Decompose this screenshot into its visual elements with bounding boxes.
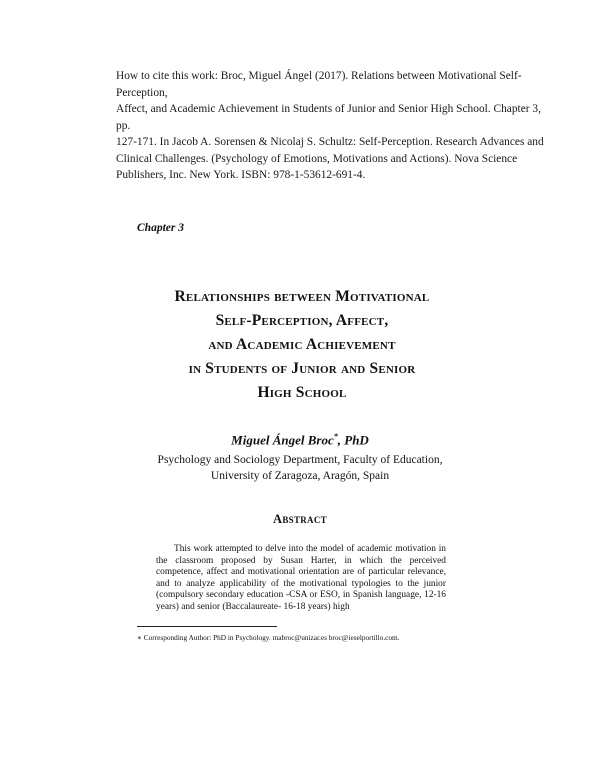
citation-line: 127-171. In Jacob A. Sorensen & Nicolaj S. Schultz: Self-Perception. Research Advances and bbox=[116, 136, 544, 148]
affiliation bbox=[0, 452, 600, 484]
citation-line: Clinical Challenges. (Psychology of Emotions, Motivations and Actions). Nova Science bbox=[116, 152, 518, 165]
footnote-marker: * bbox=[333, 432, 338, 441]
affiliation-line: Psychology and Sociology Department, Faculty of Education, bbox=[157, 454, 443, 466]
citation-line: Publishers, Inc. New York. ISBN: 978-1-53612-691-4. bbox=[116, 169, 366, 181]
affiliation-line: University of Zaragoza, Aragón, Spain bbox=[210, 470, 390, 482]
abstract-text: This work attempted to delve into the model of academic motivation in the classroom proposed by Susan Harter, in which the perceived competence, affect and motivational orientation are of particular relevance, and to analyze applicability of the motivational typologies to the junior (compulsory secondary education -CSA or ESO, in Spanish language, 12-16 years) and senior (Baccalaureate- 16-18 years) high bbox=[156, 544, 446, 612]
chapter-label: Chapter 3 bbox=[137, 222, 184, 234]
title-line: High School bbox=[257, 384, 347, 401]
title-line: in Students of Junior and Senior bbox=[188, 360, 416, 377]
author-degree: , PhD bbox=[337, 432, 369, 448]
citation-line: How to cite this work: Broc, Miguel Ángel (2017). Relations between Motivational Self-Perception, bbox=[116, 70, 522, 99]
citation-block bbox=[116, 68, 556, 184]
citation-line: Affect, and Academic Achievement in Students of Junior and Senior High School. Chapter 3, pp. bbox=[116, 103, 541, 132]
chapter-title bbox=[100, 285, 504, 405]
footnote-divider bbox=[137, 626, 277, 627]
abstract-heading: Abstract bbox=[273, 512, 327, 526]
author-line bbox=[0, 432, 600, 448]
author-name: Miguel Ángel Broc bbox=[231, 432, 334, 448]
title-line: Relationships between Motivational bbox=[174, 288, 430, 305]
title-line: and Academic Achievement bbox=[208, 336, 396, 353]
title-line: Self-Perception, Affect, bbox=[215, 312, 389, 329]
footnote: ∗ Corresponding Author: PhD in Psychology. mabroc@unizar.es broc@ieselportillo.com. bbox=[137, 633, 400, 642]
